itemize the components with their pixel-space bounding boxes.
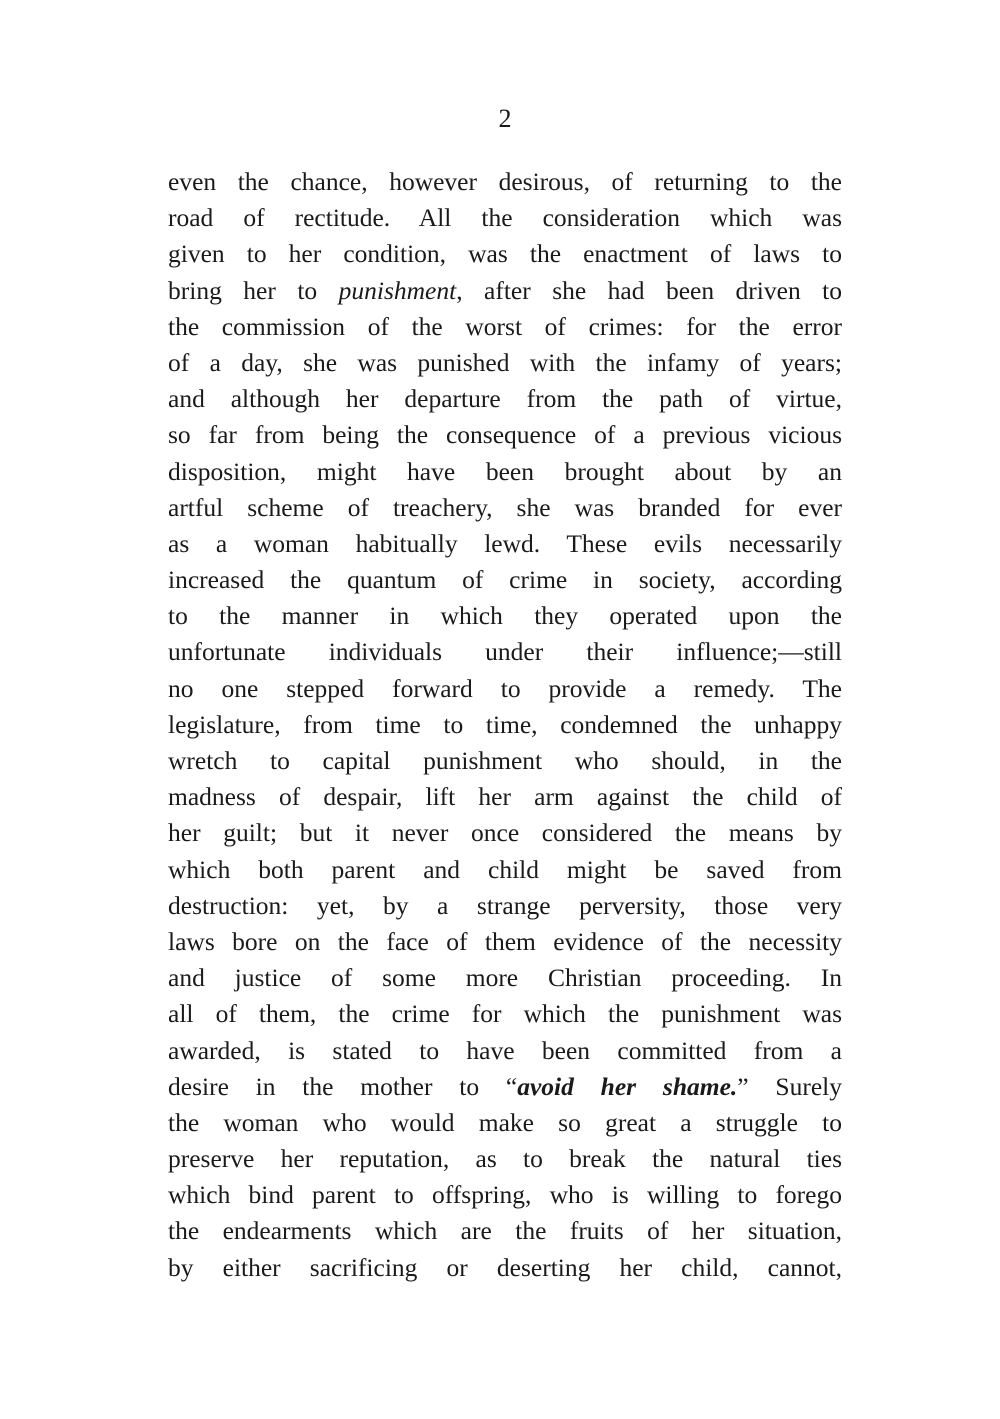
text-line: wretch to capital punishment who should, in the xyxy=(168,746,842,775)
text-line: unfortunate individuals under their influence;—still xyxy=(168,637,842,667)
text-line: given to her condition, was the enactment of laws to xyxy=(168,239,842,269)
text-line: all of them, the crime for which the punishment was xyxy=(168,999,842,1029)
text-line: destruction: yet, by a strange perversity, those very xyxy=(168,890,842,920)
text-line: as a woman habitually lewd. These evils necessarily xyxy=(168,528,842,558)
text-line: disposition, might have been brought about by an xyxy=(168,456,842,486)
text-line: to the manner in which they operated upon the xyxy=(168,601,842,631)
italic-text: avoid her shame. xyxy=(517,1071,738,1101)
text-line: the woman who would make so great a struggle to xyxy=(168,1107,842,1137)
text-line: legislature, from time to time, condemned the unhappy xyxy=(168,709,842,739)
text-line: preserve her reputation, as to break the natural ties xyxy=(168,1144,842,1174)
text-line: awarded, is stated to have been committed from a xyxy=(168,1035,842,1065)
text-line: which both parent and child might be saved from xyxy=(168,854,842,884)
text-line: of a day, she was punished with the infamy of years; xyxy=(168,347,842,377)
text-line: the commission of the worst of crimes: for the error xyxy=(168,311,842,341)
text-line: the endearments which are the fruits of her situation, xyxy=(168,1216,842,1246)
text-run: ” Surely xyxy=(737,1071,842,1101)
text-line: madness of despair, lift her arm against the child of xyxy=(168,782,842,812)
text-line: no one stepped forward to provide a remedy. The xyxy=(168,673,842,703)
text-line: her guilt; but it never once considered the means by xyxy=(168,818,842,848)
italic-text: punishment xyxy=(338,275,457,305)
text-line: artful scheme of treachery, she was branded for ever xyxy=(168,492,842,522)
text-line: so far from being the consequence of a previous vicious xyxy=(168,420,842,450)
text-line: increased the quantum of crime in society, according xyxy=(168,565,842,595)
text-run: , after she had been driven to xyxy=(456,275,842,305)
text-line xyxy=(168,1069,842,1105)
text-line: and justice of some more Christian proceeding. In xyxy=(168,963,842,993)
text-line: which bind parent to offspring, who is willing to forego xyxy=(168,1180,842,1210)
text-run: bring her to xyxy=(168,275,339,305)
text-run: desire in the mother to “ xyxy=(168,1071,518,1101)
text-line: and although her departure from the path of virtue, xyxy=(168,384,842,414)
text-line: laws bore on the face of them evidence of the necessity xyxy=(168,926,842,956)
text-line: even the chance, however desirous, of returning to the xyxy=(168,167,842,196)
page-number: 2 xyxy=(498,104,512,133)
text-line xyxy=(168,273,842,309)
body-text xyxy=(168,164,842,1286)
text-line: road of rectitude. All the consideration which was xyxy=(168,203,842,233)
text-line: by either sacrificing or deserting her child, cannot, xyxy=(168,1252,842,1282)
